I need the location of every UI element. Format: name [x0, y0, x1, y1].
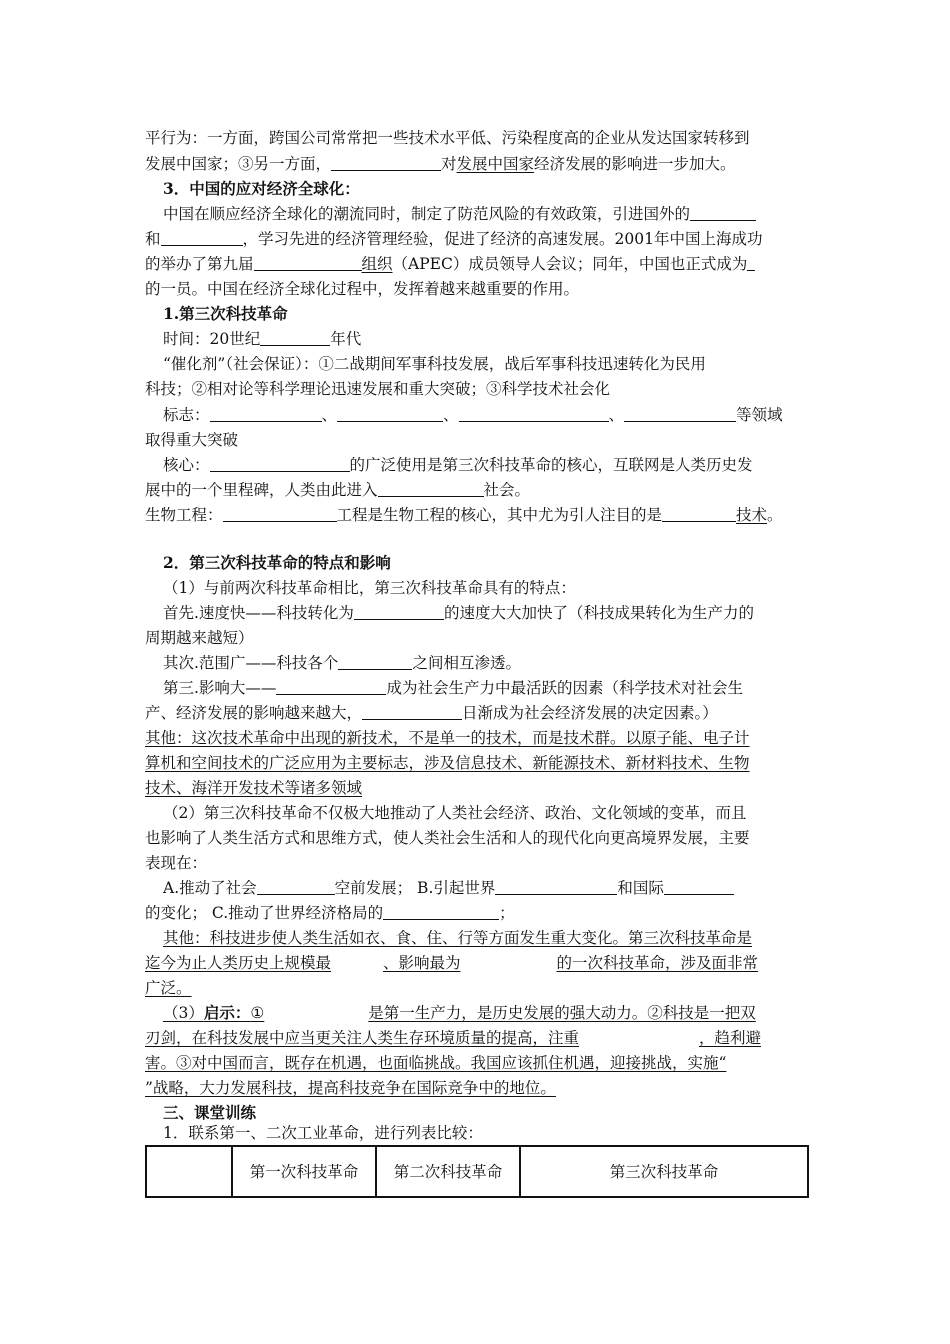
text: 的一次科技革命，涉及面非常 — [556, 954, 759, 972]
section-heading: 3．中国的应对经济全球化： — [163, 179, 360, 198]
text: A.推动了社会 — [163, 879, 257, 897]
fill-blank[interactable] — [354, 604, 444, 620]
text: 和国际 — [617, 879, 664, 897]
para-line: 算机和空间技术的广泛应用为主要标志，涉及信息技术、新能源技术、新材料技术、生物 — [145, 754, 750, 772]
text: 迄今为止人类历史上规模最 — [145, 954, 332, 972]
text: 成为社会生产力中最活跃的因素（科学技术对社会生 — [386, 679, 743, 697]
para-line: 其他：科技进步使人类生活如衣、食、住、行等方面发生重大变化。第三次科技革命是 — [163, 929, 753, 947]
fill-blank[interactable] — [223, 506, 337, 522]
fill-blank[interactable] — [337, 406, 443, 422]
text: 中国在顺应经济全球化的潮流同时，制定了防范风险的有效政策，引进国外的 — [163, 205, 691, 223]
para-line: 技术、海洋开发技术等诸多领域 — [145, 779, 363, 797]
fill-blank[interactable] — [726, 1055, 752, 1070]
para-line — [145, 154, 736, 174]
para-line: “催化剂”（社会保证）：①二战期间军事科技发展，战后军事科技迅速转化为民用 — [163, 355, 706, 373]
para-line — [163, 653, 521, 673]
fill-blank[interactable] — [260, 330, 330, 346]
para-line: （1）与前两次科技革命相比，第三次科技革命具有的特点： — [163, 579, 576, 597]
table-row — [146, 1146, 808, 1197]
text: 经济发展的影响进一步加大。 — [534, 155, 736, 173]
text: 、 — [608, 406, 625, 424]
fill-blank[interactable] — [331, 955, 383, 970]
bold-text: 启示： — [203, 1003, 251, 1022]
text: 对 — [441, 155, 457, 173]
fill-blank[interactable] — [254, 255, 362, 271]
para-line: 表现在： — [145, 854, 208, 872]
fill-blank[interactable] — [662, 506, 736, 522]
text: 时间：20世纪 — [163, 330, 261, 348]
text: 的变化； C.推动了世界经济格局的 — [145, 904, 384, 922]
fill-blank[interactable] — [161, 230, 243, 246]
text: 产、经济发展的影响越来越大， — [145, 704, 363, 722]
para-line: ”战略，大力发展科技，提高科技竞争在国际竞争中的地位。 — [145, 1079, 556, 1097]
para-line — [145, 903, 515, 923]
fill-blank[interactable] — [331, 155, 441, 171]
text: （3） — [163, 1004, 204, 1022]
text: （APEC）成员领导人会议；同年，中国也正式成为 — [392, 255, 748, 273]
text: 的举办了第九届 — [145, 255, 254, 273]
para-line: （2）第三次科技革命不仅极大地推动了人类社会经济、政治、文化领域的变革，而且 — [163, 804, 747, 822]
para-line — [145, 703, 718, 723]
text: 日渐成为社会经济发展的决定因素。） — [462, 704, 718, 722]
fill-blank[interactable] — [210, 406, 322, 422]
para-line — [163, 603, 754, 623]
comparison-table — [145, 1145, 809, 1198]
table-cell — [146, 1146, 232, 1197]
para-line — [163, 1003, 756, 1023]
para-line — [145, 1053, 752, 1073]
para-line — [163, 878, 734, 898]
text: 生物工程： — [145, 506, 223, 524]
text: 是第一生产力，是历史发展的强大动力。②科技是一把双 — [368, 1004, 756, 1022]
fill-blank[interactable] — [378, 481, 484, 497]
text: 展中的一个里程碑，人类由此进入 — [145, 481, 378, 499]
fill-blank[interactable] — [362, 704, 462, 720]
para-line: 的一员。中国在经济全球化过程中，发挥着越来越重要的作用。 — [145, 280, 580, 298]
table-header-cell: 第三次科技革命 — [520, 1146, 808, 1197]
fill-blank[interactable] — [210, 456, 350, 472]
text: 的广泛使用是第三次科技革命的核心，互联网是人类历史发 — [349, 456, 753, 474]
text: ，学习先进的经济管理经验，促进了经济的高速发展。2001年中国上海成功 — [242, 230, 763, 248]
text: 发展中国家；③另一方面， — [145, 155, 332, 173]
text: 工程是生物工程的核心，其中尤为引人注目的是 — [336, 506, 663, 524]
para-line — [163, 204, 756, 224]
text: 的速度大大加快了（科技成果转化为生产力的 — [443, 604, 754, 622]
fill-blank[interactable] — [383, 904, 499, 920]
underlined-text: 发展中国家 — [456, 155, 535, 173]
text: 标志： — [163, 406, 210, 424]
text: 年代 — [330, 330, 362, 348]
text: 等领域 — [736, 406, 783, 424]
para-line: 科技；②相对论等科学理论迅速发展和重大突破；③科学技术社会化 — [145, 380, 611, 398]
para-line — [163, 329, 361, 349]
para-line: 其他：这次技术革命中出现的新技术，不是单一的技术，而是技术群。以原子能、电子计 — [145, 729, 750, 747]
text: 空前发展； B.引起世界 — [334, 879, 496, 897]
fill-blank[interactable] — [276, 679, 386, 695]
text: 之间相互渗透。 — [412, 654, 521, 672]
fill-blank[interactable] — [461, 955, 557, 970]
text: 、 — [321, 406, 338, 424]
para-line — [163, 455, 753, 475]
section-heading: 1.第三次科技革命 — [163, 304, 288, 323]
text: 和 — [145, 230, 161, 248]
text: 。 — [767, 506, 783, 524]
para-line — [145, 505, 783, 525]
fill-blank[interactable] — [338, 654, 412, 670]
para-line — [145, 1028, 761, 1048]
para-line: 广泛。 — [145, 979, 192, 997]
para-line — [163, 678, 743, 698]
text: 核心： — [163, 456, 210, 474]
fill-blank[interactable] — [664, 879, 734, 895]
para-line: 也影响了人类生活方式和思维方式，使人类社会生活和人的现代化向更高境界发展，主要 — [145, 829, 750, 847]
fill-blank[interactable] — [495, 879, 617, 895]
fill-blank[interactable] — [690, 205, 756, 221]
para-line: 周期越来越短） — [145, 629, 254, 647]
table-header-cell: 第一次科技革命 — [232, 1146, 376, 1197]
text: 、影响最为 — [383, 954, 461, 972]
para-line — [163, 405, 783, 425]
para-line: 取得重大突破 — [145, 431, 239, 449]
text: ； — [499, 904, 515, 922]
fill-blank[interactable] — [747, 255, 755, 271]
text: ，趋利避 — [699, 1029, 762, 1047]
text: 第三.影响大—— — [163, 679, 277, 697]
fill-blank[interactable] — [257, 879, 335, 895]
text: 首先.速度快——科技转化为 — [163, 604, 354, 622]
fill-blank[interactable] — [624, 406, 736, 422]
para-line — [145, 953, 758, 973]
table-header-cell: 第二次科技革命 — [376, 1146, 520, 1197]
para-line: 1．联系第一、二次工业革命，进行列表比较： — [163, 1124, 483, 1142]
para-line — [145, 229, 762, 249]
section-heading: 2．第三次科技革命的特点和影响 — [163, 553, 391, 572]
section-heading: 三、课堂训练 — [163, 1103, 257, 1122]
para-line — [145, 254, 755, 274]
para-line — [145, 480, 530, 500]
text: 社会。 — [483, 481, 531, 499]
fill-blank[interactable] — [459, 406, 609, 422]
text: 刃剑，在科技发展中应当更关注人类生存环境质量的提高，注重 — [145, 1029, 580, 1047]
text: 其次.范围广——科技各个 — [163, 654, 339, 672]
text: 害。③对中国而言，既存在机遇，也面临挑战。我国应该抓住机遇，迎接挑战，实施“ — [145, 1054, 727, 1072]
text: ① — [250, 1004, 265, 1022]
fill-blank[interactable] — [579, 1030, 699, 1045]
underlined-text: 技术 — [736, 506, 768, 524]
para-line: 平行为：一方面，跨国公司常常把一些技术水平低、污染程度高的企业从发达国家转移到 — [145, 129, 750, 147]
underlined-text: 组织 — [361, 255, 393, 273]
fill-blank[interactable] — [264, 1005, 368, 1020]
text: 、 — [443, 406, 459, 424]
